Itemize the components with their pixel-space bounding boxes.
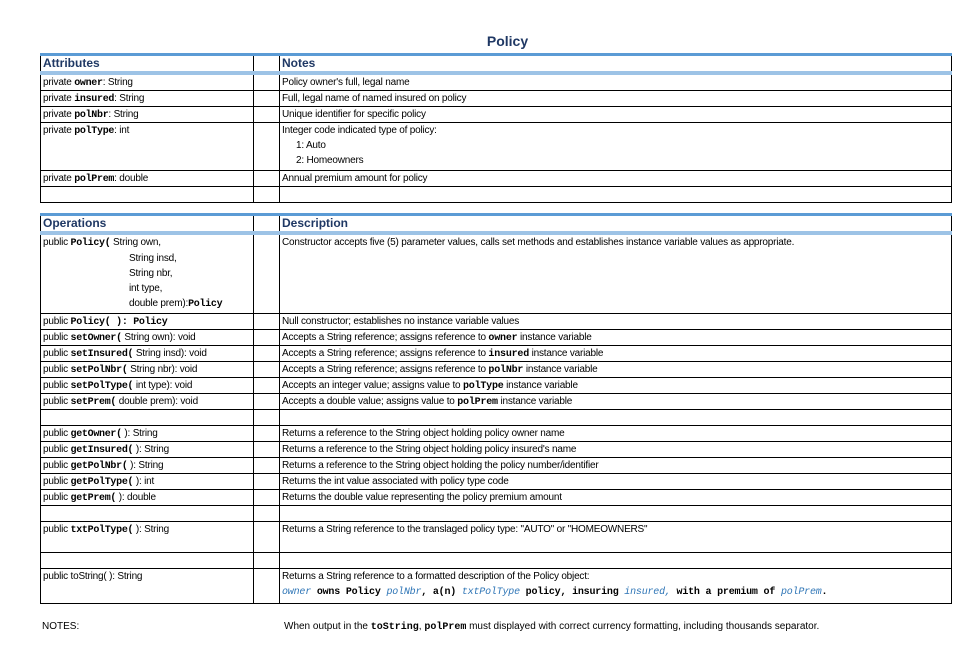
spacer-cell: [254, 490, 280, 505]
description-cell: [280, 91, 952, 106]
text-segment: setPrem(: [70, 397, 117, 408]
text-segment: Annual premium amount for policy: [282, 173, 428, 184]
cell-line: [282, 362, 951, 377]
table-row: [40, 346, 952, 362]
text-segment: String own): void: [121, 332, 196, 343]
text-segment: public: [43, 428, 71, 439]
member-cell: [40, 314, 254, 329]
text-segment: Returns a reference to the String object holding policy owner name: [282, 428, 565, 439]
page-title: Policy: [486, 33, 529, 49]
text-segment: Policy(: [70, 238, 111, 249]
table-row: [40, 107, 952, 123]
spacer-cell: [254, 410, 280, 425]
description-cell: [280, 330, 952, 345]
member-cell: [40, 91, 254, 106]
description-cell: [280, 410, 952, 425]
text-segment: 1: Auto: [296, 140, 326, 151]
placeholder-field-text: polPrem: [780, 587, 822, 598]
text-segment: insured: [74, 94, 115, 105]
cell-line: [43, 378, 253, 393]
text-segment: polPrem: [457, 397, 498, 408]
cell-line: [282, 378, 951, 393]
cell-line: [43, 314, 253, 329]
table-row: [40, 410, 952, 426]
member-cell: [40, 107, 254, 122]
cell-line: [43, 569, 253, 584]
text-segment: owner: [488, 333, 518, 344]
member-cell: [40, 490, 254, 505]
text-segment: policy, insuring: [519, 587, 625, 598]
text-segment: instance variable: [503, 380, 578, 391]
cell-line: [282, 138, 951, 153]
attributes-table: [40, 53, 952, 203]
text-segment: ): int: [133, 476, 155, 487]
text-segment: int type): void: [133, 380, 193, 391]
text-segment: ): double: [116, 492, 156, 503]
member-cell: [40, 553, 254, 568]
table-row: [40, 235, 952, 314]
text-segment: : String: [102, 77, 133, 88]
text-segment: ): String: [127, 460, 164, 471]
cell-line: [282, 426, 951, 441]
text-segment: Policy( ): Policy: [70, 317, 168, 328]
member-cell: [40, 362, 254, 377]
text-segment: public: [43, 476, 71, 487]
cell-line: [43, 522, 253, 538]
cell-line: [282, 346, 951, 361]
placeholder-field-text: owner: [282, 587, 312, 598]
spacer-cell: [254, 346, 280, 361]
spacer-cell: [254, 569, 280, 603]
cell-line: [282, 330, 951, 345]
text-segment: Integer code indicated type of policy:: [282, 125, 437, 136]
member-cell: [40, 410, 254, 425]
cell-line: [43, 251, 253, 266]
cell-line: [43, 362, 253, 377]
text-segment: public: [43, 332, 71, 343]
description-cell: [280, 314, 952, 329]
table-row: [40, 426, 952, 442]
description-cell: [280, 522, 952, 552]
text-segment: private: [43, 125, 75, 136]
table-row: [40, 458, 952, 474]
text-segment: Policy owner's full, legal name: [282, 77, 410, 88]
header-operations: Operations: [40, 216, 254, 231]
text-segment: String insd,: [129, 253, 177, 264]
spacer-cell: [254, 235, 280, 313]
cell-line: [282, 171, 951, 186]
cell-line: [282, 522, 951, 537]
operations-header: [40, 213, 952, 235]
text-segment: setOwner(: [70, 333, 122, 344]
text-segment: Returns the int value associated with policy type code: [282, 476, 509, 487]
table-row: [40, 171, 952, 187]
cell-line: [282, 235, 951, 250]
spacer-cell: [254, 75, 280, 90]
description-cell: [280, 346, 952, 361]
member-cell: [40, 187, 254, 202]
cell-line: [282, 442, 951, 457]
text-segment: instance variable: [529, 348, 604, 359]
cell-line: [43, 171, 253, 186]
cell-line: [43, 91, 253, 106]
cell-line: [43, 458, 253, 473]
text-segment: private: [43, 109, 75, 120]
description-cell: [280, 394, 952, 409]
text-segment: getPolNbr(: [70, 461, 128, 472]
text-segment: String nbr,: [129, 268, 173, 279]
text-segment: public: [43, 237, 71, 248]
text-segment: public: [43, 396, 71, 407]
text-segment: must displayed with correct currency formatting, including thousands separator.: [466, 621, 820, 632]
description-cell: [280, 362, 952, 377]
cell-line: [43, 426, 253, 441]
placeholder-field-text: insured,: [624, 587, 671, 598]
description-cell: [280, 458, 952, 473]
cell-line: [43, 330, 253, 345]
cell-line: [282, 314, 951, 329]
text-segment: setInsured(: [70, 349, 134, 360]
spacer-cell: [254, 187, 280, 202]
text-segment: polNbr: [488, 365, 524, 376]
text-segment: owner: [74, 78, 103, 89]
text-segment: String nbr): void: [127, 364, 198, 375]
text-segment: ): String: [133, 444, 170, 455]
attributes-rows: [40, 75, 952, 203]
table-row: [40, 91, 952, 107]
member-cell: [40, 506, 254, 521]
member-cell: [40, 235, 254, 313]
spacer-cell: [254, 394, 280, 409]
text-segment: , a(n): [421, 587, 462, 598]
spacer-cell: [254, 378, 280, 393]
cell-line: [43, 442, 253, 457]
spacer-cell: [254, 426, 280, 441]
notes-label: NOTES:: [42, 621, 80, 632]
text-segment: polNbr: [74, 110, 109, 121]
spacer-cell: [254, 314, 280, 329]
text-segment: Constructor accepts five (5) parameter values, calls set methods and establishes instance variable values as appropriate.: [282, 237, 795, 248]
description-cell: [280, 442, 952, 457]
cell-line: [43, 490, 253, 505]
text-segment: 2: Homeowners: [296, 155, 364, 166]
text-segment: Accepts a String reference; assigns reference to: [282, 348, 489, 359]
cell-line: [43, 346, 253, 361]
cell-line: [282, 91, 951, 106]
spacer-cell: [254, 123, 280, 170]
text-segment: Accepts an integer value; assigns value to: [282, 380, 463, 391]
description-cell: [280, 235, 952, 313]
text-segment: Returns the double value representing the policy premium amount: [282, 492, 562, 503]
operations-table: [40, 213, 952, 604]
attributes-header: [40, 53, 952, 75]
text-segment: public toString( ): String: [43, 571, 143, 582]
table-row: [40, 569, 952, 604]
spacer-cell: [254, 506, 280, 521]
spacer-cell: [254, 107, 280, 122]
description-cell: [280, 123, 952, 170]
text-segment: Accepts a String reference; assigns reference to: [282, 332, 489, 343]
text-segment: toString: [370, 622, 419, 633]
member-cell: [40, 171, 254, 186]
cell-line: [282, 394, 951, 409]
member-cell: [40, 75, 254, 90]
spacer-cell: [254, 330, 280, 345]
text-segment: setPolType(: [70, 381, 134, 392]
spacer-cell: [254, 442, 280, 457]
description-cell: [280, 553, 952, 568]
text-segment: Unique identifier for specific policy: [282, 109, 426, 120]
cell-line: [43, 266, 253, 281]
text-segment: String own,: [110, 237, 161, 248]
member-cell: [40, 394, 254, 409]
description-cell: [280, 187, 952, 202]
text-segment: polPrem: [74, 174, 115, 185]
text-segment: Full, legal name of named insured on policy: [282, 93, 467, 104]
text-segment: Null constructor; establishes no instance variable values: [282, 316, 520, 327]
table-row: [40, 394, 952, 410]
text-segment: int type,: [129, 283, 163, 294]
cell-line: [282, 490, 951, 505]
cell-line: [282, 75, 951, 90]
text-segment: ): String: [133, 524, 170, 535]
description-cell: [280, 75, 952, 90]
member-cell: [40, 426, 254, 441]
text-segment: Returns a reference to the String object holding the policy number/identifier: [282, 460, 599, 471]
cell-line: [43, 123, 253, 139]
text-segment: When output in the: [284, 621, 371, 632]
text-segment: Accepts a double value; assigns value to: [282, 396, 458, 407]
description-cell: [280, 569, 952, 603]
cell-line: [282, 153, 951, 168]
table-row: [40, 314, 952, 330]
table-row: [40, 187, 952, 203]
text-segment: getPolType(: [70, 477, 134, 488]
spacer-cell: [254, 474, 280, 489]
description-cell: [280, 506, 952, 521]
cell-line: [43, 474, 253, 489]
spacer-cell: [254, 522, 280, 552]
member-cell: [40, 569, 254, 603]
text-segment: private: [43, 93, 75, 104]
member-cell: [40, 346, 254, 361]
spacer-cell: [254, 362, 280, 377]
placeholder-field-text: txtPolType: [461, 587, 520, 598]
text-segment: Policy: [188, 299, 223, 310]
header-attributes: Attributes: [40, 56, 254, 71]
text-segment: owns Policy: [311, 587, 387, 598]
placeholder-field-text: polNbr: [386, 587, 422, 598]
description-cell: [280, 378, 952, 393]
cell-line: [43, 235, 253, 251]
table-row: [40, 522, 952, 553]
cell-line: [282, 569, 951, 584]
text-segment: public: [43, 524, 71, 535]
member-cell: [40, 442, 254, 457]
text-segment: Returns a String reference to a formatted description of the Policy object:: [282, 571, 590, 582]
description-cell: [280, 490, 952, 505]
text-segment: public: [43, 364, 71, 375]
member-cell: [40, 522, 254, 552]
text-segment: : int: [114, 125, 130, 136]
text-segment: public: [43, 380, 71, 391]
spacer-cell: [254, 171, 280, 186]
text-segment: private: [43, 173, 75, 184]
text-segment: instance variable: [523, 364, 598, 375]
cell-line: [43, 394, 253, 409]
cell-line: [43, 281, 253, 296]
description-cell: [280, 171, 952, 186]
description-cell: [280, 474, 952, 489]
text-segment: : double: [114, 173, 149, 184]
cell-line: [43, 107, 253, 122]
text-segment: : String: [108, 109, 139, 120]
cell-line: [282, 123, 951, 138]
text-segment: instance variable: [517, 332, 592, 343]
text-segment: private: [43, 77, 75, 88]
operations-rows: [40, 235, 952, 604]
table-row: [40, 378, 952, 394]
cell-line: [43, 75, 253, 90]
member-cell: [40, 378, 254, 393]
member-cell: [40, 474, 254, 489]
table-row: [40, 330, 952, 346]
text-segment: setPolNbr(: [70, 365, 128, 376]
text-segment: ): String: [121, 428, 158, 439]
text-segment: : String: [114, 93, 145, 104]
text-segment: ,: [418, 621, 425, 632]
description-cell: [280, 426, 952, 441]
member-cell: [40, 330, 254, 345]
cell-line: [282, 107, 951, 122]
text-segment: Returns a reference to the String object holding policy insured's name: [282, 444, 577, 455]
table-row: [40, 553, 952, 569]
member-cell: [40, 123, 254, 170]
table-row: [40, 506, 952, 522]
text-segment: String insd): void: [133, 348, 207, 359]
member-cell: [40, 458, 254, 473]
header-description: Description: [280, 216, 952, 231]
text-segment: public: [43, 460, 71, 471]
text-segment: public: [43, 348, 71, 359]
table-row: [40, 75, 952, 91]
text-segment: getOwner(: [70, 429, 122, 440]
spacer-cell: [254, 91, 280, 106]
text-segment: double prem): void: [116, 396, 198, 407]
cell-line: [282, 584, 951, 600]
text-segment: instance variable: [497, 396, 573, 407]
text-segment: Accepts a String reference; assigns reference to: [282, 364, 489, 375]
cell-line: [282, 458, 951, 473]
text-segment: double prem):: [129, 298, 189, 309]
text-segment: getInsured(: [70, 445, 134, 456]
table-row: [40, 123, 952, 171]
spacer-cell: [254, 553, 280, 568]
text-segment: polType: [462, 381, 504, 392]
text-segment: insured: [488, 349, 530, 360]
text-segment: public: [43, 316, 71, 327]
table-row: [40, 362, 952, 378]
spacer-cell: [254, 458, 280, 473]
text-segment: public: [43, 444, 71, 455]
description-cell: [280, 107, 952, 122]
cell-line: [43, 296, 253, 312]
spacer: [254, 216, 280, 231]
table-row: [40, 442, 952, 458]
text-segment: with a premium of: [670, 587, 781, 598]
table-row: [40, 474, 952, 490]
text-segment: polType: [74, 126, 115, 137]
text-segment: getPrem(: [70, 493, 117, 504]
text-segment: .: [821, 587, 828, 598]
spacer: [254, 56, 280, 71]
text-segment: txtPolType(: [70, 525, 134, 536]
cell-line: [282, 474, 951, 489]
table-row: [40, 490, 952, 506]
text-segment: polPrem: [424, 622, 467, 633]
notes-text: [284, 621, 819, 633]
header-notes: Notes: [280, 56, 952, 71]
text-segment: Returns a String reference to the translaged policy type: "AUTO" or "HOMEOWNERS": [282, 524, 648, 535]
text-segment: public: [43, 492, 71, 503]
